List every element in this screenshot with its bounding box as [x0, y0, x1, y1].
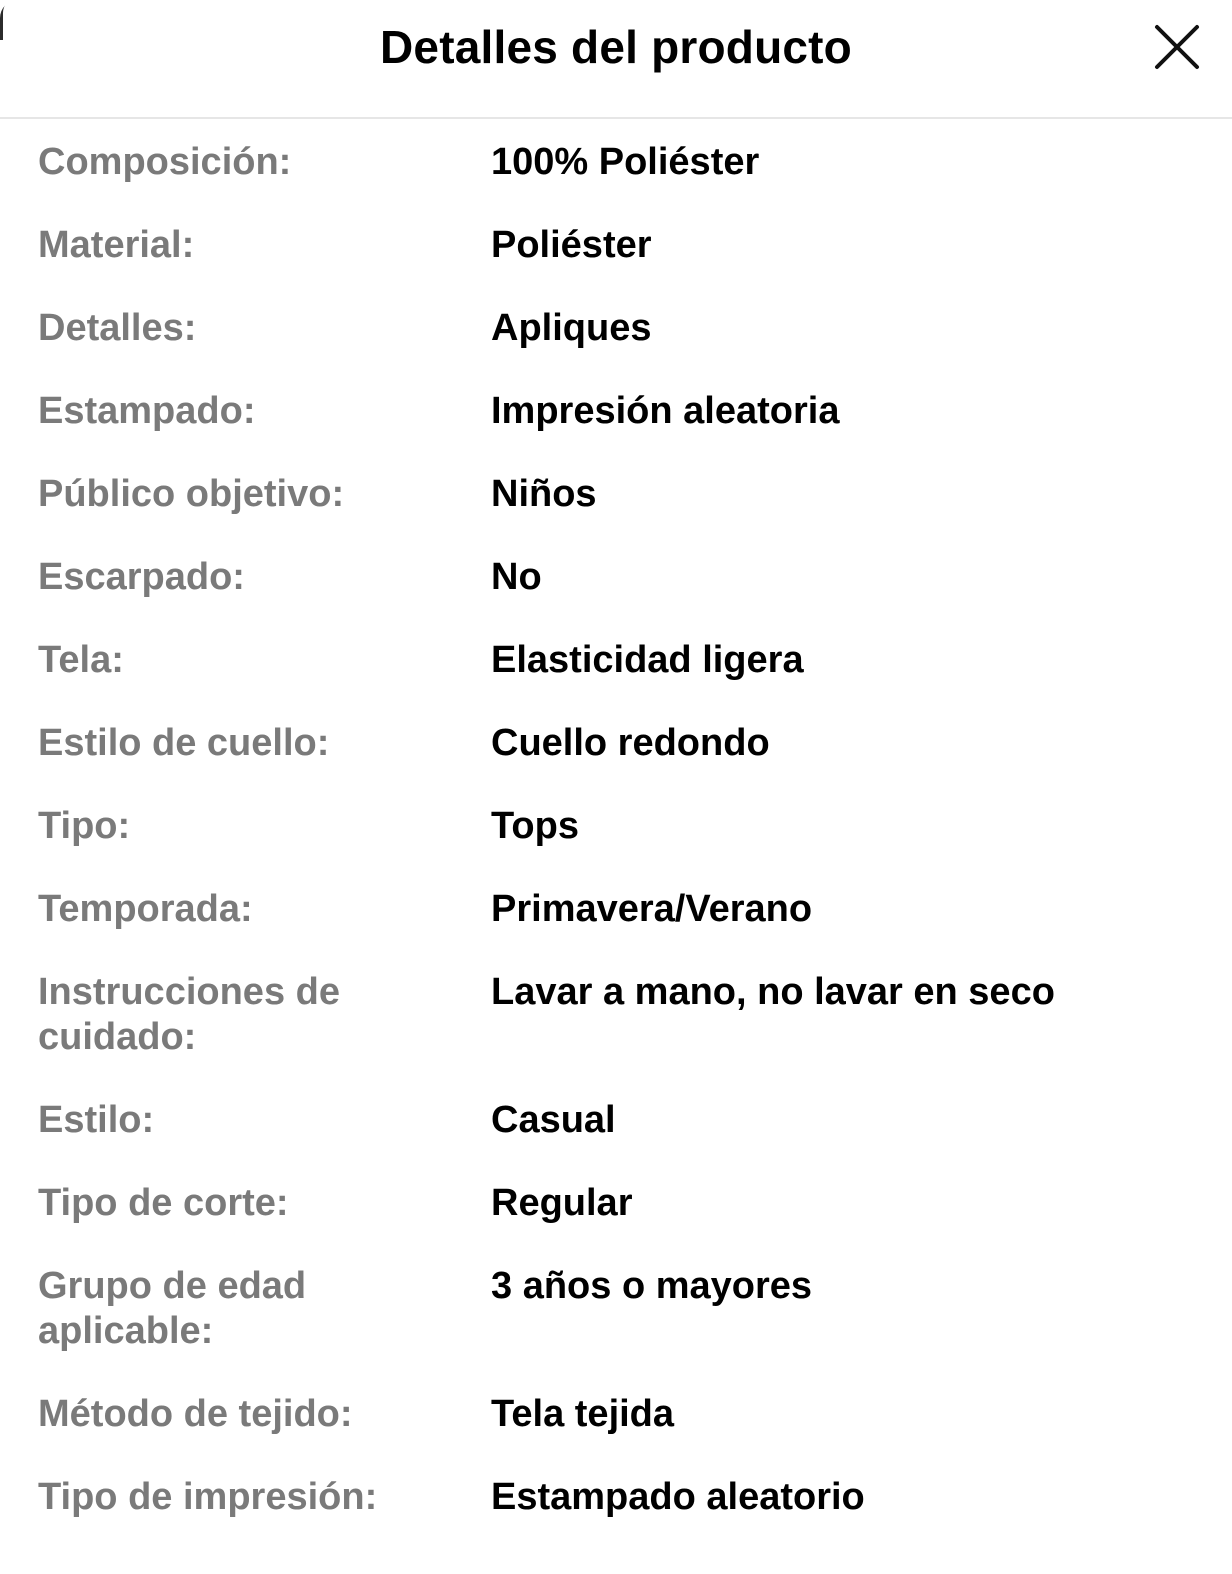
detail-label: Tipo: — [38, 805, 131, 847]
detail-value: Apliques — [491, 307, 652, 349]
detail-row-tela — [0, 638, 1232, 683]
detail-row-temporada — [0, 887, 1232, 932]
detail-label: Escarpado: — [38, 556, 245, 598]
close-button[interactable] — [1152, 22, 1202, 72]
details-list — [0, 140, 1232, 1558]
detail-row-tipo-de-corte — [0, 1181, 1232, 1226]
detail-value: Lavar a mano, no lavar en seco — [491, 971, 1055, 1013]
sheet-header — [0, 0, 1232, 119]
detail-label: Grupo de edad aplicable: — [38, 1265, 307, 1352]
detail-label: Composición: — [38, 141, 292, 183]
detail-row-estilo-de-cuello — [0, 721, 1232, 766]
detail-row-instrucciones-de-cuidado — [0, 970, 1232, 1060]
page-title: Detalles del producto — [380, 21, 852, 73]
detail-value: Estampado aleatorio — [491, 1476, 865, 1518]
detail-value: Poliéster — [491, 224, 652, 266]
detail-value: No — [491, 556, 542, 598]
detail-label: Tipo de corte: — [38, 1182, 289, 1224]
detail-label: Tipo de impresión: — [38, 1476, 378, 1518]
detail-value: Tops — [491, 805, 579, 847]
detail-row-estampado — [0, 389, 1232, 434]
detail-label: Estilo de cuello: — [38, 722, 330, 764]
detail-label: Tela: — [38, 639, 124, 681]
detail-label: Material: — [38, 224, 195, 266]
detail-value: Impresión aleatoria — [491, 390, 840, 432]
detail-row-escarpado — [0, 555, 1232, 600]
detail-value: Niños — [491, 473, 597, 515]
detail-row-composicion — [0, 140, 1232, 185]
detail-row-grupo-de-edad — [0, 1264, 1232, 1354]
close-icon — [1152, 22, 1202, 72]
detail-value: Cuello redondo — [491, 722, 770, 764]
detail-label: Estilo: — [38, 1099, 155, 1141]
detail-value: Regular — [491, 1182, 633, 1224]
detail-value: Elasticidad ligera — [491, 639, 804, 681]
detail-label: Instrucciones de cuidado: — [38, 971, 340, 1058]
detail-value: Casual — [491, 1099, 616, 1141]
detail-value: 3 años o mayores — [491, 1265, 813, 1307]
detail-row-metodo-de-tejido — [0, 1392, 1232, 1437]
detail-label: Método de tejido: — [38, 1393, 353, 1435]
detail-row-estilo — [0, 1098, 1232, 1143]
detail-value: 100% Poliéster — [491, 141, 760, 183]
detail-row-tipo-de-impresion — [0, 1475, 1232, 1520]
detail-label: Temporada: — [38, 888, 253, 930]
detail-row-material — [0, 223, 1232, 268]
detail-label: Público objetivo: — [38, 473, 345, 515]
detail-value: Primavera/Verano — [491, 888, 813, 930]
detail-row-detalles — [0, 306, 1232, 351]
detail-value: Tela tejida — [491, 1393, 675, 1435]
detail-label: Detalles: — [38, 307, 197, 349]
detail-row-publico-objetivo — [0, 472, 1232, 517]
detail-row-tipo — [0, 804, 1232, 849]
detail-label: Estampado: — [38, 390, 256, 432]
